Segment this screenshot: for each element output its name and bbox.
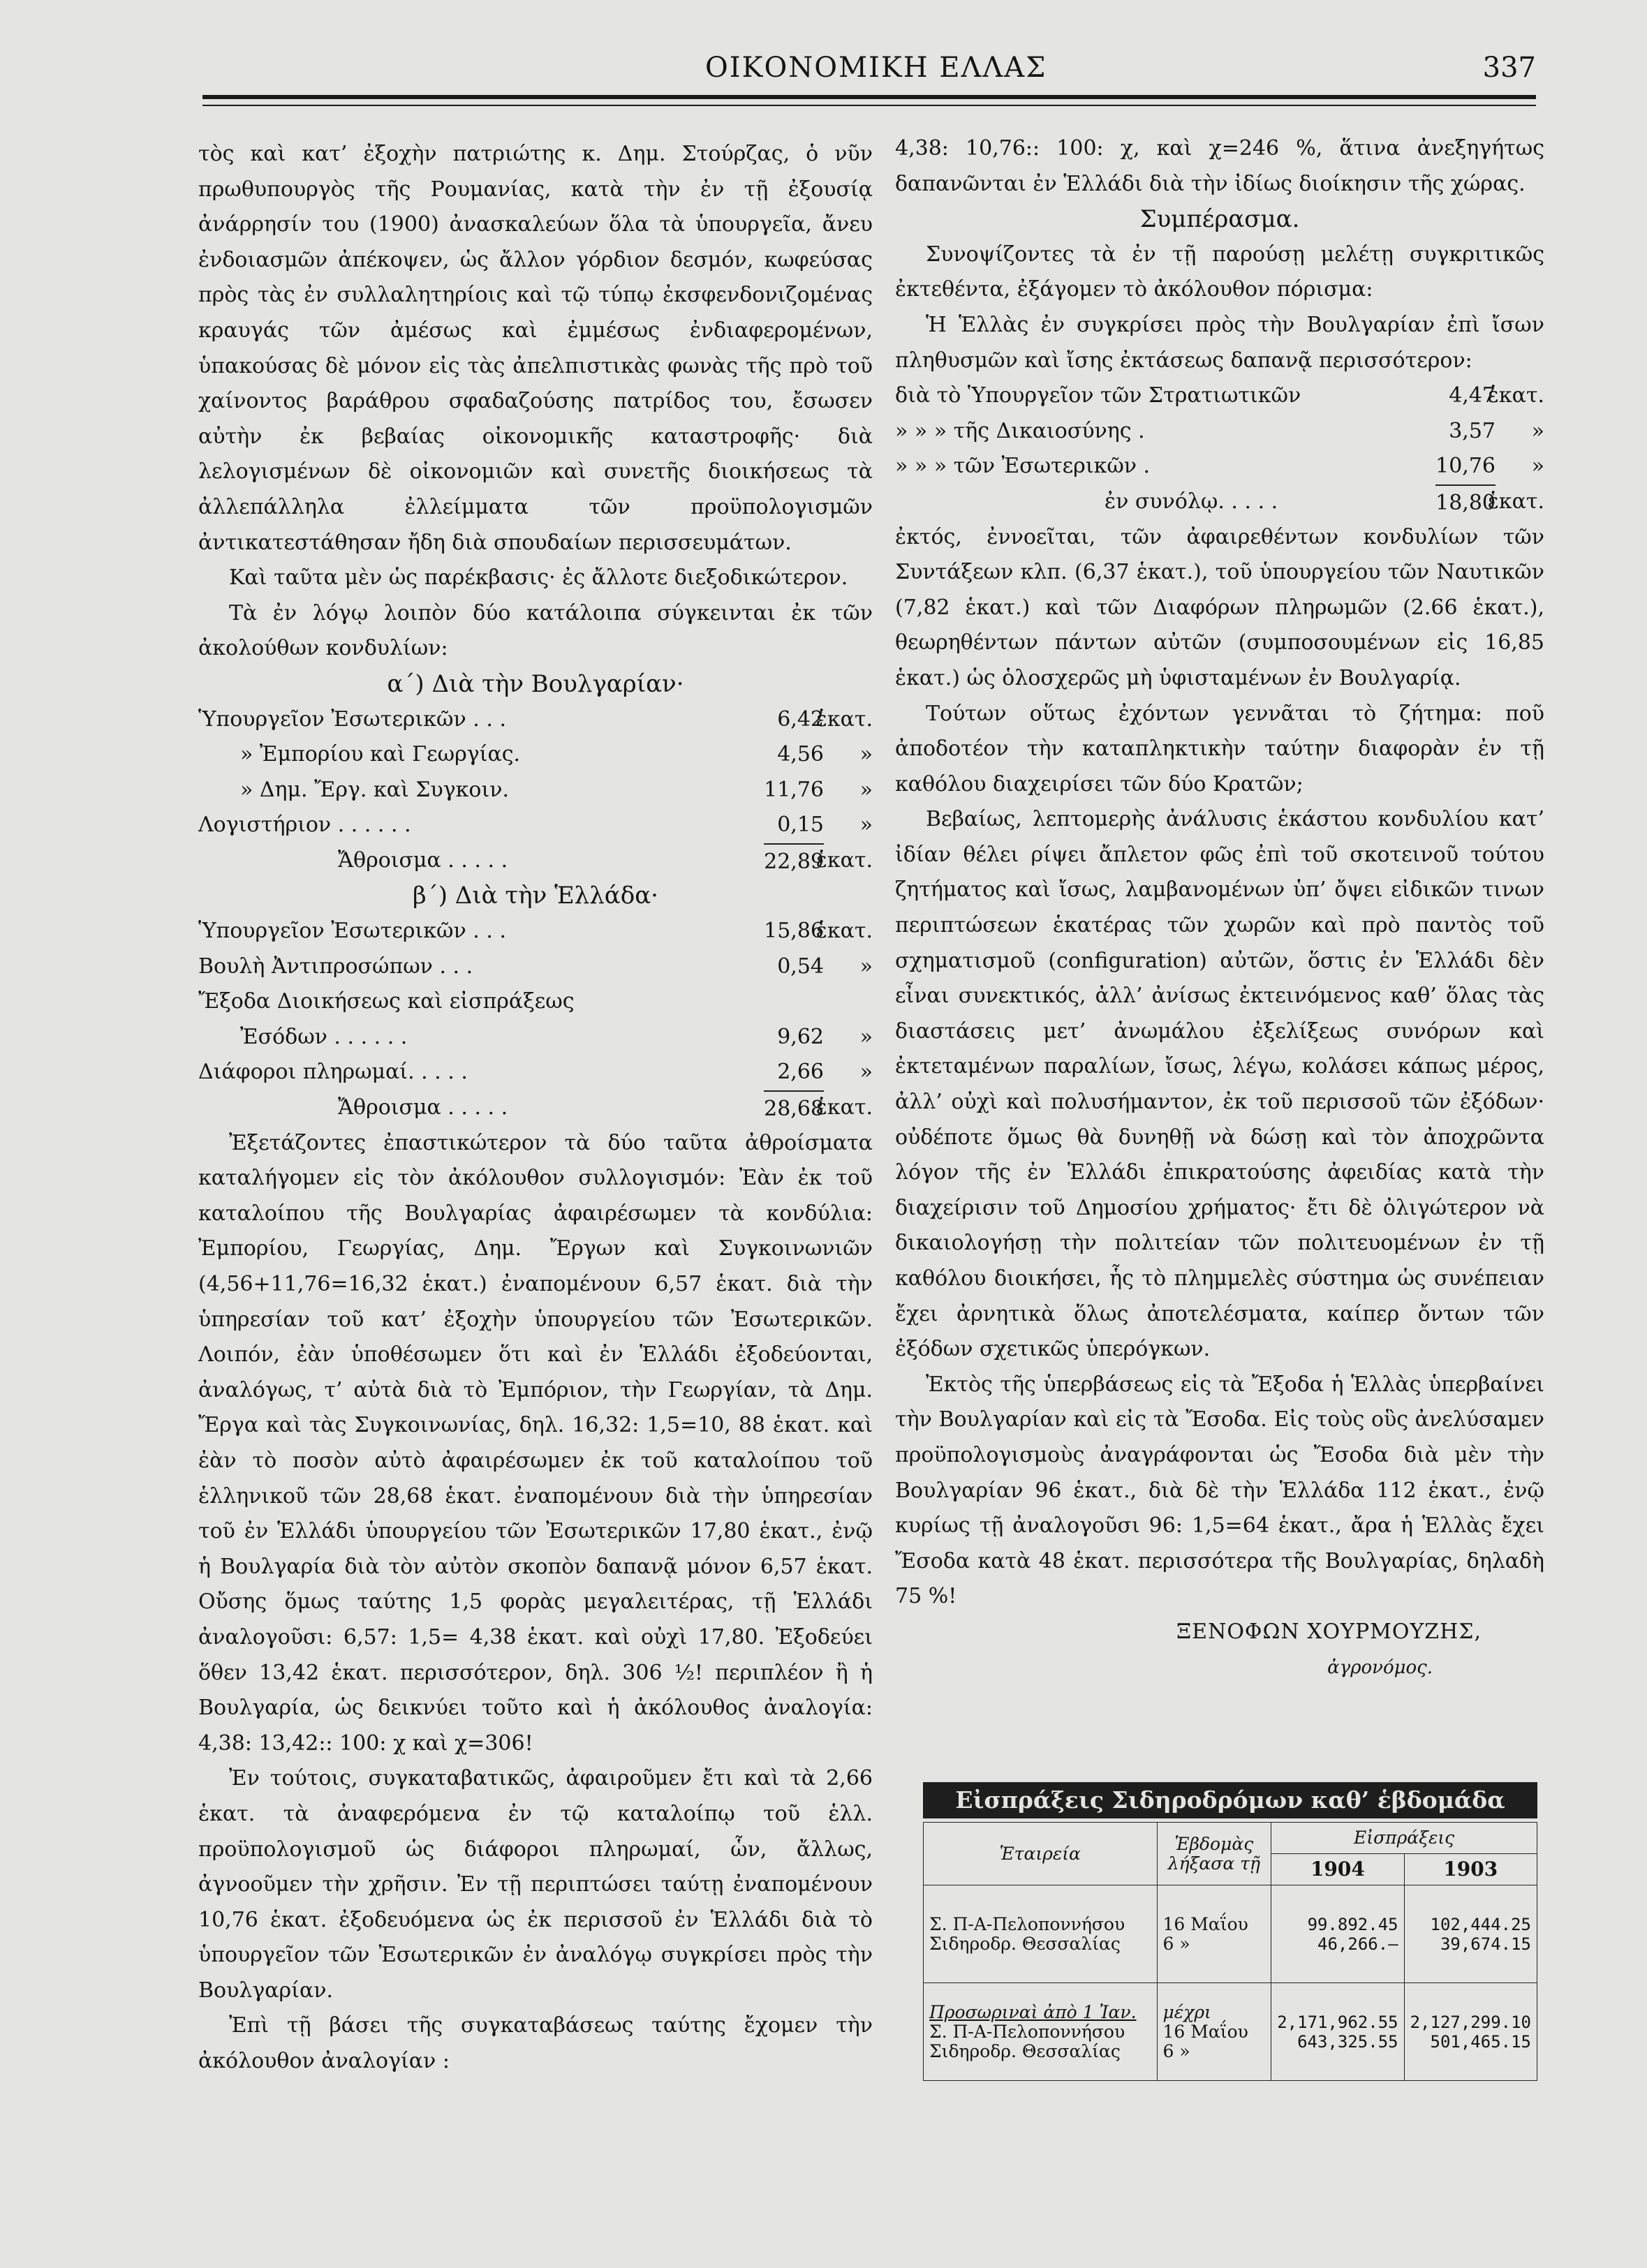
table-row bbox=[198, 737, 873, 773]
row-unit: » bbox=[859, 1060, 873, 1085]
week-label: μέχρι bbox=[1162, 2001, 1211, 2022]
row-label: Λογιστήριον . . . . . . bbox=[198, 813, 411, 838]
col-week-header: Ἑβδομὰς λήξασα τῇ bbox=[1157, 1823, 1271, 1885]
receipt-value: 39,674.15 bbox=[1440, 1934, 1531, 1954]
table-row bbox=[198, 949, 873, 985]
table-row bbox=[895, 378, 1544, 414]
row-value: 0,15 bbox=[777, 813, 824, 838]
header-rule bbox=[202, 95, 1536, 99]
row-unit: ἑκατ. bbox=[815, 706, 873, 732]
week-value: 16 Μαΐου bbox=[1162, 2021, 1248, 2042]
row-value: 9,62 bbox=[777, 1024, 824, 1049]
row-unit: » bbox=[859, 954, 873, 979]
total-label: Ἄθροισμα . . . . . bbox=[338, 847, 508, 873]
row-value: 6,42 bbox=[777, 706, 824, 732]
col-receipts-header: Εἰσπράξεις bbox=[1271, 1823, 1537, 1854]
paragraph: Ἐπὶ τῇ βάσει τῆς συγκαταβάσεως ταύτης ἔχομεν τὴν ἀκόλουθον ἀναλογίαν : bbox=[198, 2013, 873, 2074]
total-value: 28,68 bbox=[764, 1090, 824, 1127]
receipt-value: 46,266.— bbox=[1317, 1934, 1398, 1954]
company-cell bbox=[924, 1983, 1158, 2081]
total-label: ἐν συνόλῳ. . . . . bbox=[1105, 489, 1278, 514]
table-row bbox=[895, 449, 1544, 484]
row-label: » » » τῆς Δικαιοσύνης . bbox=[895, 418, 1145, 443]
row-value: 2,66 bbox=[777, 1060, 824, 1085]
row-unit: » bbox=[859, 742, 873, 767]
paragraph: Τούτων οὕτως ἐχόντων γεννᾶται τὸ ζήτημα: ποῦ ἀποδοτέον τὴν καταπληκτικὴν ταύτην διαφορὰν ἐν τῇ καθόλου διαχειρίσει τῶν δύο Κρατῶν; bbox=[895, 701, 1544, 796]
col-year-1903: 1903 bbox=[1404, 1854, 1537, 1885]
row-unit: » bbox=[1531, 454, 1544, 479]
author-role: ἀγρονόμος. bbox=[1327, 1656, 1433, 1678]
total-unit: ἑκατ. bbox=[815, 847, 873, 873]
paragraph: Ἐν τούτοις, συγκαταβατικῶς, ἀφαιροῦμεν ἔτι καὶ τὰ 2,66 ἑκατ. τὰ ἀναφερόμενα ἐν τῷ καταλοίπῳ τοῦ ἑλλ. προϋπολογισμοῦ ὡς διάφοροι πληρωμαί, ὧν, ἄλλως, ἀγνοοῦμεν τὴν χρῆσιν. Ἐν τῇ περιπτώσει ταύτῃ ἐναπομένουν 10,76 ἑκατ. ἐξοδευόμενα ὡς ἐκ περισσοῦ ἐν Ἑλλάδι διὰ τὸ ὑπουργεῖον τῶν Ἐσωτερικῶν ἐν ἀναλόγῳ συγκρίσει πρὸς τὴν Βουλγαρίαν. bbox=[198, 1766, 873, 2003]
row-value: 10,76 bbox=[1435, 454, 1495, 479]
company-name: Σιδηροδρ. Θεσσαλίας bbox=[929, 2040, 1121, 2061]
col-year-1904: 1904 bbox=[1271, 1854, 1404, 1885]
row-label: Ἐσόδων . . . . . . bbox=[240, 1024, 408, 1049]
receipts-1903-cell bbox=[1404, 1885, 1537, 1983]
paragraph: ἐκτός, ἐννοεῖται, τῶν ἀφαιρεθέντων κονδυλίων τῶν Συντάξεων κλπ. (6,37 ἑκατ.), τοῦ ὑπουργείου τῶν Ναυτικῶν (7,82 ἑκατ.) καὶ τῶν Διαφόρων πληρωμῶν (2.66 ἑκατ.), θεωρηθέντων πάντων αὐτῶν (συμποσουμένων εἰς 16,85 ἑκατ.) ὡς ὁλοσχερῶς μὴ ὑφισταμένων ἐν Βουλγαρίᾳ. bbox=[895, 524, 1544, 690]
table-row bbox=[924, 1983, 1537, 2081]
row-label: » Ἐμπορίου καὶ Γεωργίας. bbox=[240, 742, 521, 767]
row-value: 4,47 bbox=[1449, 383, 1495, 408]
railway-receipts-table bbox=[923, 1822, 1537, 2081]
table-row bbox=[198, 773, 873, 808]
week-value: 6 » bbox=[1162, 1933, 1190, 1954]
row-unit: » bbox=[859, 813, 873, 838]
page-number: 337 bbox=[1482, 52, 1536, 84]
receipts-1904-cell bbox=[1271, 1885, 1404, 1983]
row-unit: ἑκατ. bbox=[1487, 383, 1544, 408]
table-header-row bbox=[924, 1823, 1537, 1854]
row-label: Ἔξοδα Διοικήσεως καὶ εἰσπράξεως bbox=[198, 989, 575, 1014]
company-name: Σ. Π-Α-Πελοποννήσου bbox=[929, 1913, 1125, 1934]
paragraph: Συνοψίζοντες τὰ ἐν τῇ παρούσῃ μελέτῃ συγκριτικῶς ἐκτεθέντα, ἐξάγομεν τὸ ἀκόλουθον πόρισμα: bbox=[895, 242, 1544, 302]
receipt-value: 2,127,299.10 bbox=[1410, 2012, 1531, 2032]
col-company-header: Ἑταιρεία bbox=[924, 1823, 1158, 1885]
right-column bbox=[895, 131, 1544, 1685]
week-value: 6 » bbox=[1162, 2040, 1190, 2061]
row-label: διὰ τὸ Ὑπουργεῖον τῶν Στρατιωτικῶν bbox=[895, 383, 1301, 408]
row-label: » Δημ. Ἔργ. καὶ Συγκοιν. bbox=[240, 777, 510, 802]
table-total-row bbox=[198, 843, 873, 879]
paragraph: 4,38: 10,76:: 100: χ, καὶ χ=246 %, ἅτινα ἀνεξηγήτως δαπανῶνται ἐν Ἑλλάδι διὰ τὴν ἰδίως διοίκησιν τῆς χώρας. bbox=[895, 136, 1544, 196]
row-unit: » bbox=[859, 777, 873, 802]
paragraph: Τὰ ἐν λόγῳ λοιπὸν δύο κατάλοιπα σύγκεινται ἐκ τῶν ἀκολούθων κονδυλίων: bbox=[198, 600, 873, 661]
receipt-value: 643,325.55 bbox=[1297, 2031, 1398, 2052]
table-row bbox=[924, 1885, 1537, 1983]
paragraph: Βεβαίως, λεπτομερὴς ἀνάλυσις ἑκάστου κονδυλίου κατ’ ἰδίαν θέλει ρίψει ἄπλετον φῶς ἐπὶ τοῦ σκοτεινοῦ τούτου ζητήματος καὶ ἴσως, λαμβανομένων ὑπ’ ὄψει εἰδικῶν τινων περιπτώσεων ἑκατέρας τῶν χωρῶν καὶ πρὸ παντὸς τοῦ σχηματισμοῦ (configuration) αὐτῶν, ὅστις ἐν Ἑλλάδι δὲν εἶναι συνεκτικός, ἀλλ’ ἀνίσως ἐκτεινόμενος καθ’ ὅλας τὰς διαστάσεις μετ’ ἀνωμάλου ἐξελίξεως συνόρων καὶ ἐκτεταμένων παραλίων, ἴσως, λέγω, κολάσει κάπως μέρος, ἀλλ’ οὐχὶ καὶ πολυσήμαντον, ἐκ τοῦ περισσοῦ τῶν ἐξόδων· οὐδέποτε ὅμως θὰ δυνηθῇ νὰ δώσῃ καὶ τὸν ἀποχρῶντα λόγον τῆς ἐν Ἑλλάδι ἐπικρατούσης ἀφειδίας κατὰ τὴν διαχείρισιν τοῦ Δημοσίου χρήματος· ἔτι δὲ ὀλιγώτερον νὰ δικαιολογήσῃ τὴν πολιτείαν τῶν πολιτευομένων ἐν τῇ καθόλου διοικήσει, ἧς τὸ πλημμελὲς σύστημα ὡς συνέπειαν ἔχει ἀρνητικὰ ὅλως ἀποτελέσματα, καίπερ ὄντων τῶν ἐξόδων σχετικῶς ὑπερόγκων. bbox=[895, 807, 1544, 1362]
week-value: 16 Μαΐου bbox=[1162, 1913, 1248, 1934]
company-name: Σιδηροδρ. Θεσσαλίας bbox=[929, 1933, 1121, 1954]
author-signature: ΞΕΝΟΦΩΝ ΧΟΥΡΜΟΥΖΗΣ, bbox=[1176, 1619, 1482, 1644]
paragraph: Καὶ ταῦτα μὲν ὡς παρέκβασις· ἐς ἄλλοτε διεξοδικώτερον. bbox=[229, 565, 848, 591]
receipts-1903-cell bbox=[1404, 1983, 1537, 2081]
table-row bbox=[198, 914, 873, 949]
paragraph: τὸς καὶ κατ’ ἐξοχὴν πατριώτης κ. Δημ. Στούρζας, ὁ νῦν πρωθυπουργὸς τῆς Ρουμανίας, κατὰ τὴν ἐν τῇ ἐξουσίᾳ ἀνάρρησίν του (1900) ἀνασκαλεύων ὅλα τὰ ὑπουργεῖα, ἄνευ ἐνδοιασμῶν ἀπέκοψεν, ὡς ἄλλον γόρδιον δεσμόν, κωφεύσας πρὸς τὰς ἐν συλλαλητηρίοις καὶ τῷ τύπῳ ἐκσφενδονιζομένας κραυγάς τῶν ἀμέσως καὶ ἐμμέσως ἐνδιαφερομένων, ὑπακούσας δὲ μόνον εἰς τὰς ἀπελπιστικὰς φωνὰς τῆς πρὸ τοῦ χαίνοντος βαράθρου σφαδαζούσης πατρίδος του, ἔσωσεν αὐτὴν ἐκ βεβαίας οἰκονομικῆς καταστροφῆς· διὰ λελογισμένων δὲ οἰκονομιῶν καὶ συνετῆς διοικήσεως τὰ ἀλλεπάλληλα ἐλλείμματα τῶν προϋπολογισμῶν ἀντικατεστάθησαν ἤδη διὰ σπουδαίων περισσευμάτων. bbox=[198, 142, 873, 555]
table-row bbox=[198, 702, 873, 738]
company-cell bbox=[924, 1885, 1158, 1983]
row-label: Ὑπουργεῖον Ἐσωτερικῶν . . . bbox=[198, 706, 506, 732]
receipt-value: 501,465.15 bbox=[1430, 2031, 1531, 2052]
conclusion-heading: Συμπέρασμα. bbox=[1139, 205, 1300, 234]
header-rule-thin bbox=[202, 105, 1536, 106]
row-value: 0,54 bbox=[777, 954, 824, 979]
journal-title: ΟΙΚΟΝΟΜΙΚΗ ΕΛΛΑΣ bbox=[705, 52, 1047, 84]
page-header bbox=[202, 52, 1536, 84]
table-total-row bbox=[198, 1090, 873, 1126]
row-unit: ἑκατ. bbox=[815, 919, 873, 944]
table-row bbox=[198, 984, 873, 1020]
total-label: Ἄθροισμα . . . . . bbox=[338, 1095, 508, 1120]
row-label: Βουλὴ Ἀντιπροσώπων . . . bbox=[198, 954, 473, 979]
week-cell bbox=[1157, 1983, 1271, 2081]
table-row bbox=[198, 1055, 873, 1090]
total-unit: ἑκατ. bbox=[815, 1095, 873, 1120]
receipts-1904-cell bbox=[1271, 1983, 1404, 2081]
paragraph: Ἐξετάζοντες ἐπαστικώτερον τὰ δύο ταῦτα ἀθροίσματα καταλήγομεν εἰς τὸν ἀκόλουθον συλλογισμόν: Ἐὰν ἐκ τοῦ καταλοίπου τῆς Βουλγαρίας ἀφαιρέσωμεν τὰ κονδύλια: Ἐμπορίου, Γεωργίας, Δημ. Ἔργων καὶ Συγκοινωνιῶν (4,56+11,76=16,32 ἑκατ.) ἐναπομένουν 6,57 ἑκατ. διὰ τὴν ὑπηρεσίαν τοῦ κατ’ ἐξοχὴν ὑπουργείου τῶν Ἐσωτερικῶν. Λοιπόν, ἐὰν ὑποθέσωμεν ὅτι καὶ ἐν Ἑλλάδι ἐξοδεύονται, ἀναλόγως, τ’ αὐτὰ διὰ τὸ Ἐμπόριον, τὴν Γεωργίαν, τὰ Δημ. Ἔργα καὶ τὰς Συγκοινωνίας, δηλ. 16,32: 1,5=10, 88 ἑκατ. καὶ ἐὰν τὸ ποσὸν αὐτὸ ἀφαιρέσωμεν ἐκ τοῦ καταλοίπου τοῦ ἑλληνικοῦ τῶν 28,68 ἑκατ. ἐναπομένουν διὰ τὴν ὑπηρεσίαν τοῦ ἐν Ἑλλάδι ὑπουργείου τῶν Ἐσωτερικῶν 17,80 ἑκατ., ἐνῷ ἡ Βουλγαρία διὰ τὸν αὐτὸν σκοπὸν δαπανᾷ μόνον 6,57 ἑκατ. Οὔσης ὅμως ταύτης 1,5 φορὰς μεγαλειτέρας, τῇ Ἑλλάδι ἀναλογοῦσι: 6,57: 1,5= 4,38 ἑκατ. καὶ οὐχὶ 17,80. Ἐξοδεύει ὅθεν 13,42 ἑκατ. περισσότερον, δηλ. 306 ½! περιπλέον ἢ ἡ Βουλγαρία, ὡς δεικνύει τοῦτο καὶ ἡ ἀκόλουθος ἀναλογία: 4,38: 13,42:: 100: χ καὶ χ=306! bbox=[198, 1130, 873, 1756]
row-unit: » bbox=[859, 1024, 873, 1049]
table-row bbox=[198, 808, 873, 843]
paragraph: Ἐκτὸς τῆς ὑπερβάσεως εἰς τὰ Ἔξοδα ἡ Ἑλλὰς ὑπερβαίνει τὴν Βουλγαρίαν καὶ εἰς τὰ Ἔσοδα. Εἰς τοὺς οὓς ἀνελύσαμεν προϋπολογισμοὺς ἀναγράφονται ὡς Ἔσοδα διὰ μὲν τὴν Βουλγαρίαν 96 ἑκατ., διὰ δὲ τὴν Ἑλλάδα 112 ἑκατ., ἐνῷ κυρίως τῇ ἀναλογοῦσι 96: 1,5=64 ἑκατ., ἄρα ἡ Ἑλλὰς ἔχει Ἔσοδα κατὰ 48 ἑκατ. περισσότερα τῆς Βουλγαρίας, δηλαδὴ 75 %! bbox=[895, 1372, 1544, 1609]
receipt-value: 99.892.45 bbox=[1307, 1914, 1398, 1934]
period-label: Προσωριναὶ ἀπὸ 1 Ἰαν. bbox=[929, 2001, 1137, 2022]
section-heading-bulgaria: α΄) Διὰ τὴν Βουλγαρίαν· bbox=[387, 669, 684, 698]
row-label: Διάφοροι πληρωμαί. . . . . bbox=[198, 1060, 468, 1085]
table-row bbox=[198, 1020, 873, 1055]
row-unit: » bbox=[1531, 418, 1544, 443]
section-heading-greece: β΄) Διὰ τὴν Ἑλλάδα· bbox=[413, 882, 658, 910]
table-total-row bbox=[895, 484, 1544, 520]
table-row bbox=[895, 414, 1544, 450]
row-value: 11,76 bbox=[764, 777, 824, 802]
row-value: 15,86 bbox=[764, 919, 824, 944]
paragraph: Ἡ Ἑλλὰς ἐν συγκρίσει πρὸς τὴν Βουλγαρίαν ἐπὶ ἴσων πληθυσμῶν καὶ ἴσης ἐκτάσεως δαπανᾷ περισσότερον: bbox=[895, 312, 1544, 373]
left-column bbox=[198, 137, 873, 2080]
receipt-value: 2,171,962.55 bbox=[1277, 2012, 1398, 2032]
row-label: » » » τῶν Ἐσωτερικῶν . bbox=[895, 454, 1151, 479]
total-value: 18,80 bbox=[1435, 484, 1495, 521]
row-label: Ὑπουργεῖον Ἐσωτερικῶν . . . bbox=[198, 919, 506, 944]
row-value: 4,56 bbox=[777, 742, 824, 767]
company-name: Σ. Π-Α-Πελοποννήσου bbox=[929, 2021, 1125, 2042]
receipt-value: 102,444.25 bbox=[1430, 1914, 1531, 1934]
total-unit: ἑκατ. bbox=[1487, 489, 1544, 514]
week-cell bbox=[1157, 1885, 1271, 1983]
total-value: 22,89 bbox=[764, 843, 824, 880]
railway-table-title: Εἰσπράξεις Σιδηροδρόμων καθ’ ἑβδομάδα bbox=[923, 1782, 1537, 1818]
row-value: 3,57 bbox=[1449, 418, 1495, 443]
